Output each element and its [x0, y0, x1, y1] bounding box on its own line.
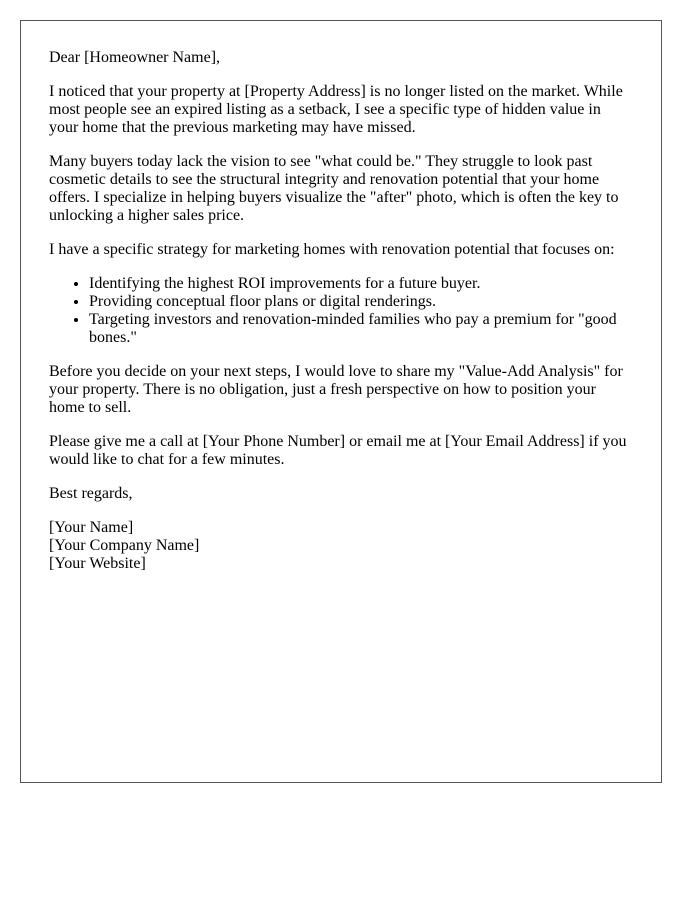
- signature-block: [49, 519, 633, 573]
- list-item: • Identifying the highest ROI improvements for a future buyer.: [89, 275, 633, 293]
- paragraph-offer: Before you decide on your next steps, I would love to share my "Value-Add Analysis" for your property. There is no obligation, just a fresh perspective on how to position your home to sell.: [49, 363, 623, 416]
- strategy-list: [49, 275, 633, 347]
- paragraph-vision: Many buyers today lack the vision to see "what could be." They struggle to look past cosmetic details to see the structural integrity and renovation potential that your home offers. I specialize in helping buyers visualize the "after" photo, which is often the key to unlocking a higher sales price.: [49, 153, 619, 224]
- paragraph-intro: I noticed that your property at [Property Address] is no longer listed on the market. While most people see an expired listing as a setback, I see a specific type of hidden value in your home that the previous marketing may have missed.: [49, 83, 623, 136]
- salutation: Dear [Homeowner Name],: [49, 49, 221, 66]
- list-item: • Targeting investors and renovation-minded families who pay a premium for "good bones.": [89, 311, 633, 347]
- paragraph-strategy: I have a specific strategy for marketing homes with renovation potential that focuses on:: [49, 241, 615, 258]
- letter: [20, 20, 662, 783]
- signature-company: [Your Company Name]: [49, 537, 200, 554]
- sign-off: Best regards,: [49, 485, 133, 502]
- signature-name: [Your Name]: [49, 519, 134, 536]
- list-item: • Providing conceptual floor plans or digital renderings.: [89, 293, 633, 311]
- paragraph-contact: Please give me a call at [Your Phone Number] or email me at [Your Email Address] if you would like to chat for a few minutes.: [49, 433, 627, 468]
- signature-website: [Your Website]: [49, 555, 146, 572]
